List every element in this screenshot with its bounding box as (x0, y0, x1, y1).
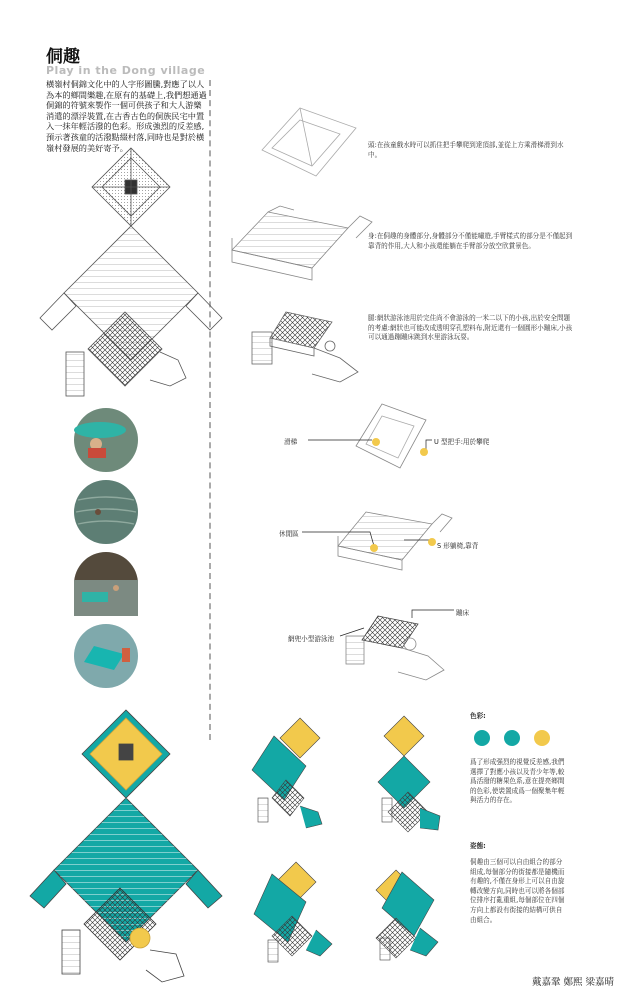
combination-1 (252, 718, 322, 828)
combination-3 (254, 862, 332, 962)
axo-leg-callout (340, 610, 454, 680)
head-description: 頭:在孩童戲水時可以抓住把手攀爬到達頂部,並從上方乘滑梯滑到水中。 (368, 141, 564, 159)
leg-description: 腿:網狀游泳池用於完住尚不會游泳的一米二以下的小孩,出於安全問題的考慮:網狀也可能改成透明穿孔塑料布,附近還有一個圓形小蹦床,小孩可以通過蹦蹦床跳到水里游泳玩耍。 (368, 314, 573, 342)
pose-description: 侗趣由三個可以自由組合的部分組成,每個部分的街接都是隨機而有趣的,不僅在身形上可以自由旋轉改變方向,同時也可以將各個部位排序打亂重組,每個部位在四個方向上都設有街接的結構可供自由組合。 (470, 858, 565, 924)
callout-slide: 滑梯 (284, 438, 298, 446)
combination-4 (376, 870, 438, 960)
axo-body-callout (302, 512, 452, 570)
callout-rest-area: 休閒區 (279, 530, 299, 538)
body-description: 身:在侗趣的身體部分,身體部分不僅能嘯遊,手臂樣式的部分是不僅起到靠背的作用,大人和小孩還能躺在手臂部分放空欣賞景色。 (368, 232, 573, 250)
page-title: 侗趣 (46, 47, 80, 67)
pose-heading: 姿態: (470, 842, 486, 850)
plan-drawing-colored (30, 710, 222, 982)
combination-2 (378, 716, 440, 832)
color-description: 爲了形成强烈的視覺反差感,我們選擇了對應小孩以及青少年等,較爲活潑的糖果色系,意在提亮鄉間的色彩,使裝置成爲一個聚集年輕與活力的存在。 (470, 758, 565, 805)
page-subtitle: Play in the Dong village (46, 64, 206, 77)
color-heading: 色彩: (470, 712, 486, 720)
callout-s-chair: S 形躺椅,靠背 (437, 542, 479, 550)
color-swatches (474, 730, 550, 746)
axo-head (262, 108, 356, 176)
axo-body (232, 206, 372, 280)
callout-u-handle: U 型把手:用於攀爬 (434, 438, 490, 446)
photo-2 (74, 480, 138, 544)
axo-head-callout (308, 404, 432, 468)
axo-leg (252, 312, 358, 382)
intro-paragraph: 橫嶺村侗錦文化中的人字形圖騰,對應了以人為本的鄉間樂趣,在原有的基礎上,我們想通過侗錦的符號來製作一個可供孩子和大人游樂消遣的漂浮裝置,在古香古色的侗族民宅中置入一抹年輕活潑的色彩。形成強烈的反差感,預示著孩童的活潑點綴村落,同時也是對於橫嶺村發展的美好寄予。 (46, 79, 207, 153)
plan-drawing-line (40, 148, 222, 396)
credits: 戴嘉鞏 鄭熙 梁嘉晴 (531, 977, 614, 988)
callout-net-pool: 網兜小型游泳池 (288, 635, 335, 643)
photo-4 (74, 624, 138, 688)
photo-3 (74, 552, 138, 616)
callout-trampoline: 蹦床 (456, 609, 470, 617)
photo-1 (74, 408, 138, 472)
